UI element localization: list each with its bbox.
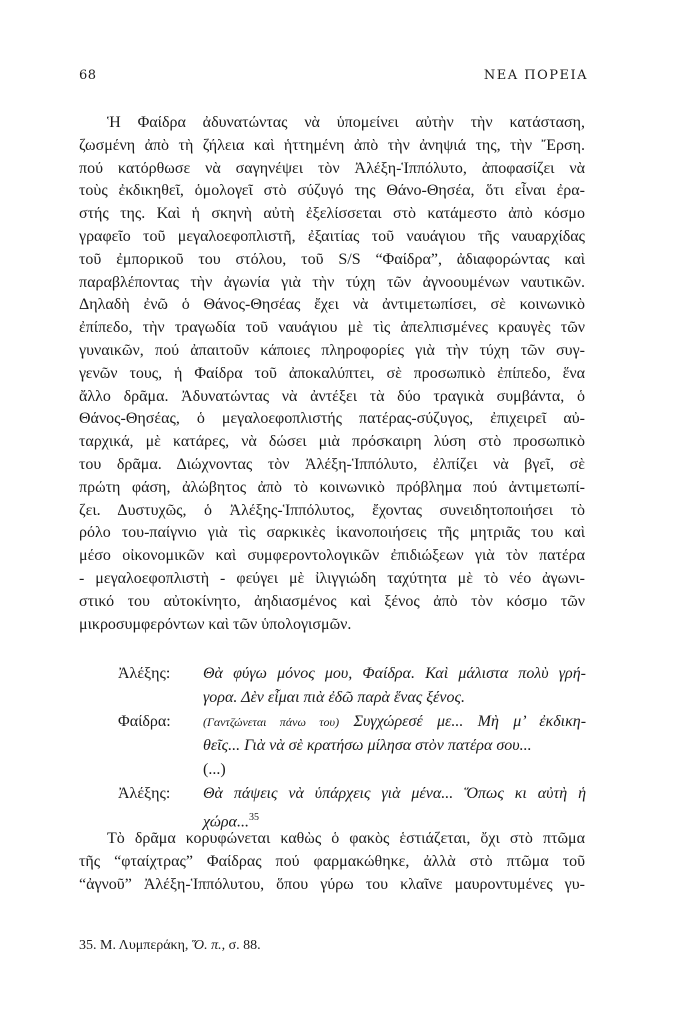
text-line: - μεγαλοεφοπλιστὴ - φεύγει μὲ ἰλιγγιώδη ταχύτητα μὲ τὸ νέο ἀγωνι- (79, 569, 585, 587)
text-line: μέσο οἰκονομικῶν καὶ συμφεροντολογικῶν ἐπιδιώξεων γιὰ τὸν πατέρα (79, 547, 585, 565)
dialogue-line (118, 758, 586, 782)
text-line: ζει. Δυστυχῶς, ὁ Ἀλέξης-Ἱππόλυτος, ἔχοντας συνειδητοποιήσει τὸ (79, 501, 585, 519)
speaker-label: Φαίδρα: (118, 713, 171, 730)
text-line: “ἀγνοῦ” Ἀλέξη-Ἱππόλυτου, ὅπου γύρω του κλαῖνε μαυροντυμένες γυ- (79, 875, 585, 893)
footnote-number: 35. (79, 938, 97, 953)
footnote-author: Μ. Λυμπεράκη, (100, 938, 189, 953)
dialogue-line (118, 710, 586, 734)
page-number: 68 (79, 68, 97, 83)
speaker-label: Ἀλέξης: (118, 785, 171, 802)
footnote-title: Ὅ. π., (191, 938, 226, 953)
dialogue-line (118, 662, 586, 686)
speaker-label: Ἀλέξης: (118, 665, 171, 682)
speech-with-stage-direction (203, 710, 586, 734)
text-line: ἐπίπεδο, τὴν τραγωδία τοῦ ναυάγιου μὲ τὶς ἀπελπισμένες κραυγὲς τῶν (79, 319, 585, 337)
speech-text: Θὰ πάψεις νὰ ὑπάρχεις γιὰ μένα... Ὅπως κι αὐτὴ ἡ (203, 785, 586, 802)
speech-text: χώρα... (203, 813, 249, 831)
text-line: τοὺς ἐκδικηθεῖ, ὁμολογεῖ στὸ σύζυγό της Θάνο-Θησέα, ὅτι εἶναι ἐρα- (79, 182, 585, 200)
text-line: ρόλο του-παίγνιο γιὰ τὶς σαρκικὲς ἱκανοποιήσεις τῆς μητριᾶς του καὶ (79, 524, 585, 542)
text-line: γενῶν τους, ἡ Φαίδρα τοῦ ἀποκαλύπτει, σὲ προσωπικὸ ἐπίπεδο, ἕνα (79, 364, 585, 382)
ellipsis-marker: (...) (203, 761, 226, 778)
speech-text: γορα. Δὲν εἶμαι πιὰ ἐδῶ παρὰ ἕνας ξένος. (203, 689, 465, 706)
text-line: του δρᾶμα. Διώχνοντας τὸν Ἀλέξη-Ἱππόλυτο, ἐλπίζει νὰ βγεῖ, σὲ (79, 455, 585, 473)
dialogue-line (118, 734, 586, 758)
running-title: ΝΕΑ ΠΟΡΕΙΑ (483, 68, 588, 83)
dialogue-line (118, 782, 586, 806)
text-line: παραβλέποντας τὴν ἀγωνία γιὰ τὴν τύχη τῶν ἀγνοουμένων ναυτικῶν. (79, 273, 585, 291)
text-line: Δηλαδὴ ἐνῶ ὁ Θάνος-Θησέας ἔχει νὰ ἀντιμετωπίσει, σὲ κοινωνικὸ (79, 296, 585, 314)
text-line: ζωσμένη ἀπὸ τὴ ζήλεια καὶ ἡττημένη ἀπὸ τὴν ἀνηψιά της, τὴν Ἔρση. (79, 136, 585, 154)
paragraph-closing (79, 828, 585, 896)
text-line: μικροσυμφερόντων καὶ τῶν ὑπολογισμῶν. (79, 615, 352, 633)
text-line: ἄλλο δρᾶμα. Ἀδυνατώντας νὰ ἀντέξει τὰ δύο τραγικὰ συμβάντα, ὁ (79, 387, 585, 405)
speech-text: Θὰ φύγω μόνος μου, Φαίδρα. Καὶ μάλιστα πολὺ γρή- (203, 665, 586, 682)
text-line: πού κατόρθωσε νὰ σαγηνέψει τὸν Ἀλέξη-Ἱππόλυτο, ἀποφασίζει νὰ (79, 159, 585, 177)
paragraph-main (79, 112, 585, 636)
footnote (79, 938, 261, 954)
text-line: τοῦ ἐμπορικοῦ του στόλου, τοῦ S/S “Φαίδρα”, ἀδιαφορώντας καὶ (79, 250, 585, 268)
text-line: στής της. Καὶ ἡ σκηνὴ αὐτὴ ἐξελίσσεται στὸ κατάμεστο ἀπὸ κόσμο (79, 205, 585, 223)
footnote-page: σ. 88. (228, 938, 261, 953)
dialogue-excerpt (118, 662, 586, 830)
footnote-reference[interactable]: 35 (248, 812, 259, 823)
text-line: γραφεῖο τοῦ μεγαλοεφοπλιστῆ, ἐξαιτίας τοῦ ναυάγιου τῆς ναυαρχίδας (79, 227, 585, 245)
text-line: Θάνος-Θησέας, ὁ μεγαλοεφοπλιστής πατέρας-σύζυγος, ἐπιχειρεῖ αὐ- (79, 410, 585, 428)
dialogue-line (118, 686, 586, 710)
stage-direction: (Γαντζώνεται πάνω του) (203, 715, 340, 729)
text-line: τῆς “φταίχτρας” Φαίδρας πού φαρμακώθηκε, ἀλλὰ στὸ πτῶμα τοῦ (79, 852, 585, 870)
dialogue-line (118, 806, 586, 830)
text-line: Τὸ δρᾶμα κορυφώνεται καθὼς ὁ φακὸς ἑστιάζεται, ὄχι στὸ πτῶμα (107, 830, 585, 847)
text-line: Ἡ Φαίδρα ἀδυνατώντας νὰ ὑπομείνει αὐτὴν τὴν κατάσταση, (107, 114, 585, 131)
text-line: στικό του αὐτοκίνητο, ἀηδιασμένος καὶ ξένος ἀπὸ τὸν κόσμο τῶν (79, 592, 585, 610)
text-line: πρώτη φάση, ἀλώβητος ἀπὸ τὸ κοινωνικὸ πρόβλημα πού ἀντιμετωπί- (79, 478, 585, 496)
text-line: γυναικῶν, πού ἀπαιτοῦν κάποιες πληροφορίες γιὰ τὴν τύχη τῶν συγ- (79, 341, 585, 359)
speech-text: Συγχώρεσέ με... Μὴ μ’ ἐκδικη- (353, 713, 587, 730)
speech-text: θεῖς... Γιὰ νὰ σὲ κρατήσω μίλησα στὸν πατέρα σου... (203, 737, 532, 754)
text-line: ταρχικά, μὲ κατάρες, νὰ δώσει μιὰ πρόσκαιρη λύση στὸ προσωπικὸ (79, 433, 585, 451)
